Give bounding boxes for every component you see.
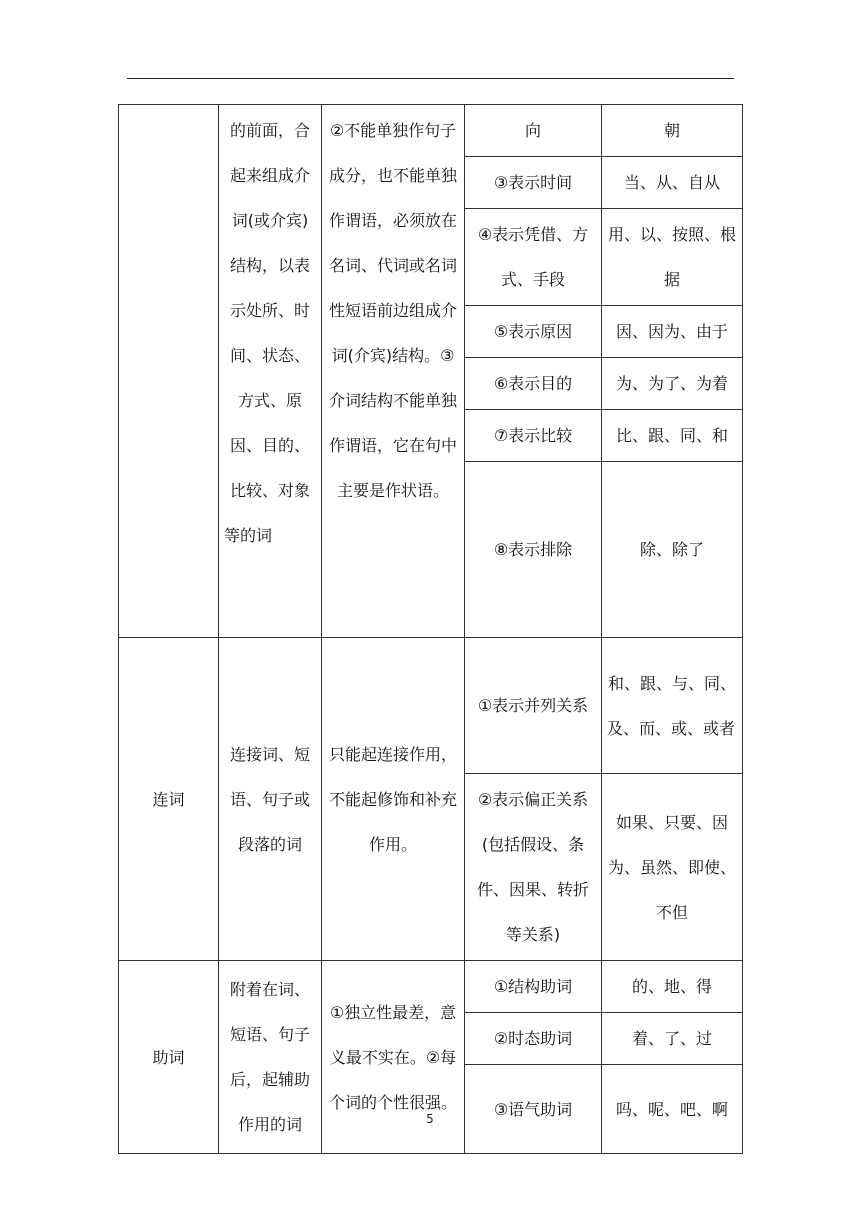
features-cell: ①独立性最差，意义最不实在。②每个词的个性很强。 — [322, 961, 465, 1154]
examples-cell: 用、以、按照、根据 — [602, 209, 743, 306]
category-cell: ⑤表示原因 — [465, 306, 602, 358]
category-cell: ②表示偏正关系(包括假设、条件、因果、转折等关系) — [465, 774, 602, 961]
word-class-name-cell: 助词 — [119, 961, 219, 1154]
examples-cell: 如果、只要、因为、虽然、即使、不但 — [602, 774, 743, 961]
examples-cell: 朝 — [602, 105, 743, 157]
features-cell: ②不能单独作句子成分，也不能单独作谓语，必须放在名词、代词或名词性短语前边组成介词(介宾)结构。③介词结构不能单独作谓语，它在句中主要是作状语。 — [322, 105, 465, 638]
category-cell: ③语气助词 — [465, 1065, 602, 1154]
table-row — [119, 105, 743, 157]
examples-cell: 因、因为、由于 — [602, 306, 743, 358]
word-class-table — [118, 104, 743, 1154]
category-cell: ③表示时间 — [465, 157, 602, 209]
features-cell: 只能起连接作用，不能起修饰和补充作用。 — [322, 638, 465, 961]
examples-cell: 的、地、得 — [602, 961, 743, 1013]
table-row — [119, 961, 743, 1013]
examples-cell: 为、为了、为着 — [602, 358, 743, 410]
examples-cell: 和、跟、与、同、及、而、或、或者 — [602, 638, 743, 774]
word-class-name-cell — [119, 105, 219, 638]
category-cell: ⑥表示目的 — [465, 358, 602, 410]
table-row — [119, 638, 743, 774]
examples-cell: 着、了、过 — [602, 1013, 743, 1065]
category-cell: ⑧表示排除 — [465, 462, 602, 638]
definition-cell: 连接词、短语、句子或段落的词 — [219, 638, 322, 961]
category-cell: 向 — [465, 105, 602, 157]
header-rule — [127, 78, 734, 79]
definition-cell: 附着在词、短语、句子后，起辅助作用的词 — [219, 961, 322, 1154]
page-number: 5 — [426, 1112, 434, 1126]
category-cell: ①结构助词 — [465, 961, 602, 1013]
category-cell: ⑦表示比较 — [465, 410, 602, 462]
examples-cell: 当、从、自从 — [602, 157, 743, 209]
category-cell: ②时态助词 — [465, 1013, 602, 1065]
examples-cell: 吗、呢、吧、啊 — [602, 1065, 743, 1154]
category-cell: ①表示并列关系 — [465, 638, 602, 774]
word-class-name-cell: 连词 — [119, 638, 219, 961]
examples-cell: 比、跟、同、和 — [602, 410, 743, 462]
definition-cell: 的前面，合起来组成介词(或介宾)结构，以表示处所、时间、状态、方式、原因、目的、比较、对象等的词 — [219, 105, 322, 638]
category-cell: ④表示凭借、方式、手段 — [465, 209, 602, 306]
examples-cell: 除、除了 — [602, 462, 743, 638]
